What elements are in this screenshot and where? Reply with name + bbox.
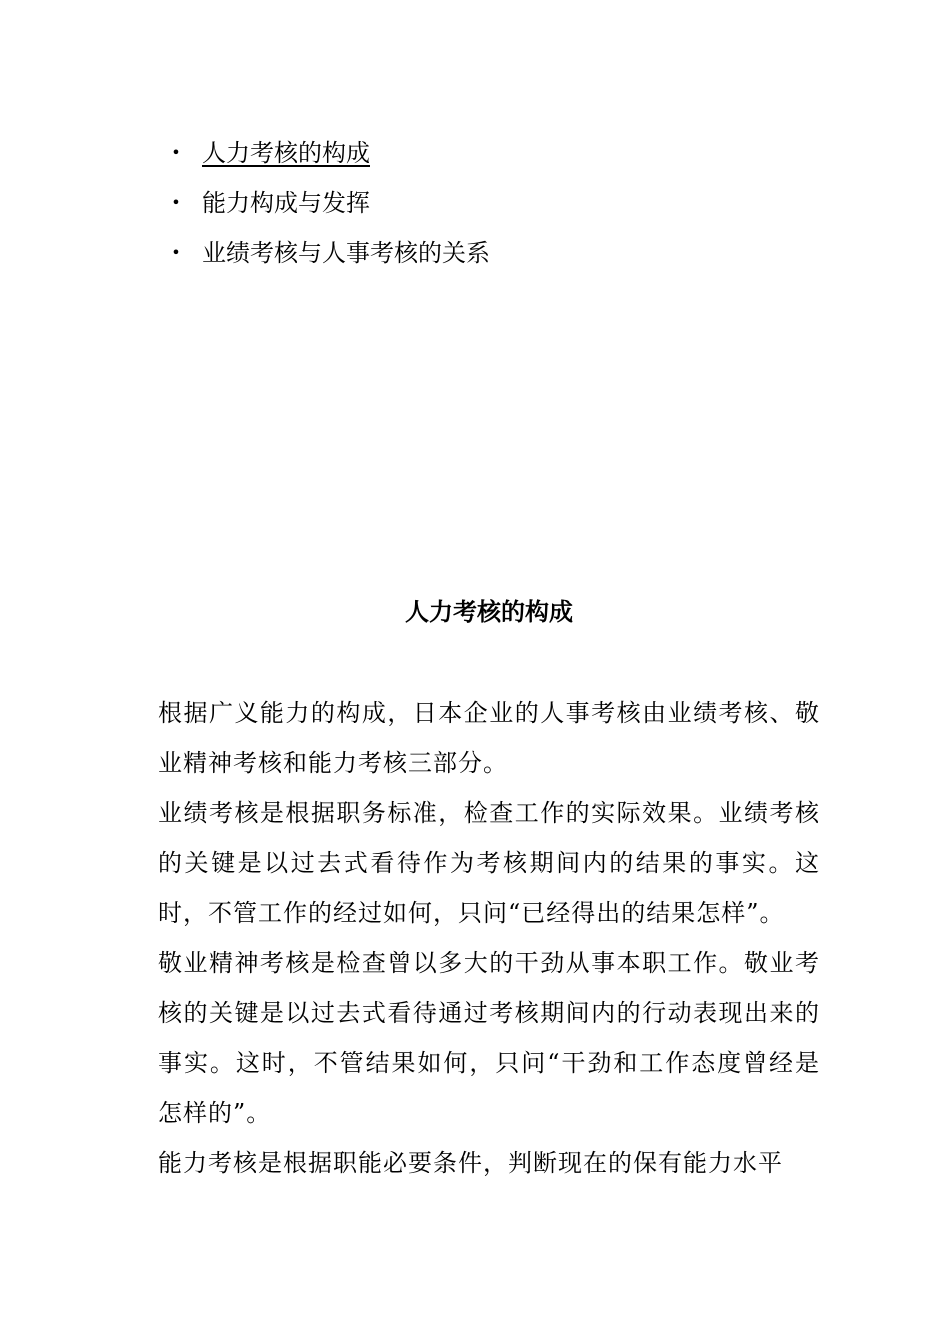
bullet-icon: • [171,193,181,212]
paragraph-performance: 业绩考核是根据职务标准，检查工作的实际效果。业绩考核的关键是以过去式看待作为考核期间内的结果的事实。这时，不管工作的经过如何，只问“已经得出的结果怎样”。 [158,799,820,927]
toc-label-ability: 能力构成与发挥 [202,189,370,217]
toc-link-composition[interactable]: 人力考核的构成 [202,139,370,167]
toc-label-relationship: 业绩考核与人事考核的关系 [202,239,490,267]
paragraph-intro: 根据广义能力的构成，日本企业的人事考核由业绩考核、敬业精神考核和能力考核三部分。 [158,699,820,777]
paragraph-ability: 能力考核是根据职能必要条件，判断现在的保有能力水平 [158,1149,783,1177]
toc-item-1[interactable] [170,133,490,183]
bullet-icon: • [171,243,181,262]
toc-item-3 [170,233,490,283]
paragraph-dedication: 敬业精神考核是检查曾以多大的干劲从事本职工作。敬业考核的关键是以过去式看待通过考核期间内的行动表现出来的事实。这时，不管结果如何，只问“干劲和工作态度曾经是怎样的”。 [158,949,820,1127]
bullet-icon: • [171,143,181,162]
table-of-contents [170,133,490,283]
toc-item-2 [170,183,490,233]
section-body [158,688,820,1188]
section-title: 人力考核的构成 [405,597,573,626]
